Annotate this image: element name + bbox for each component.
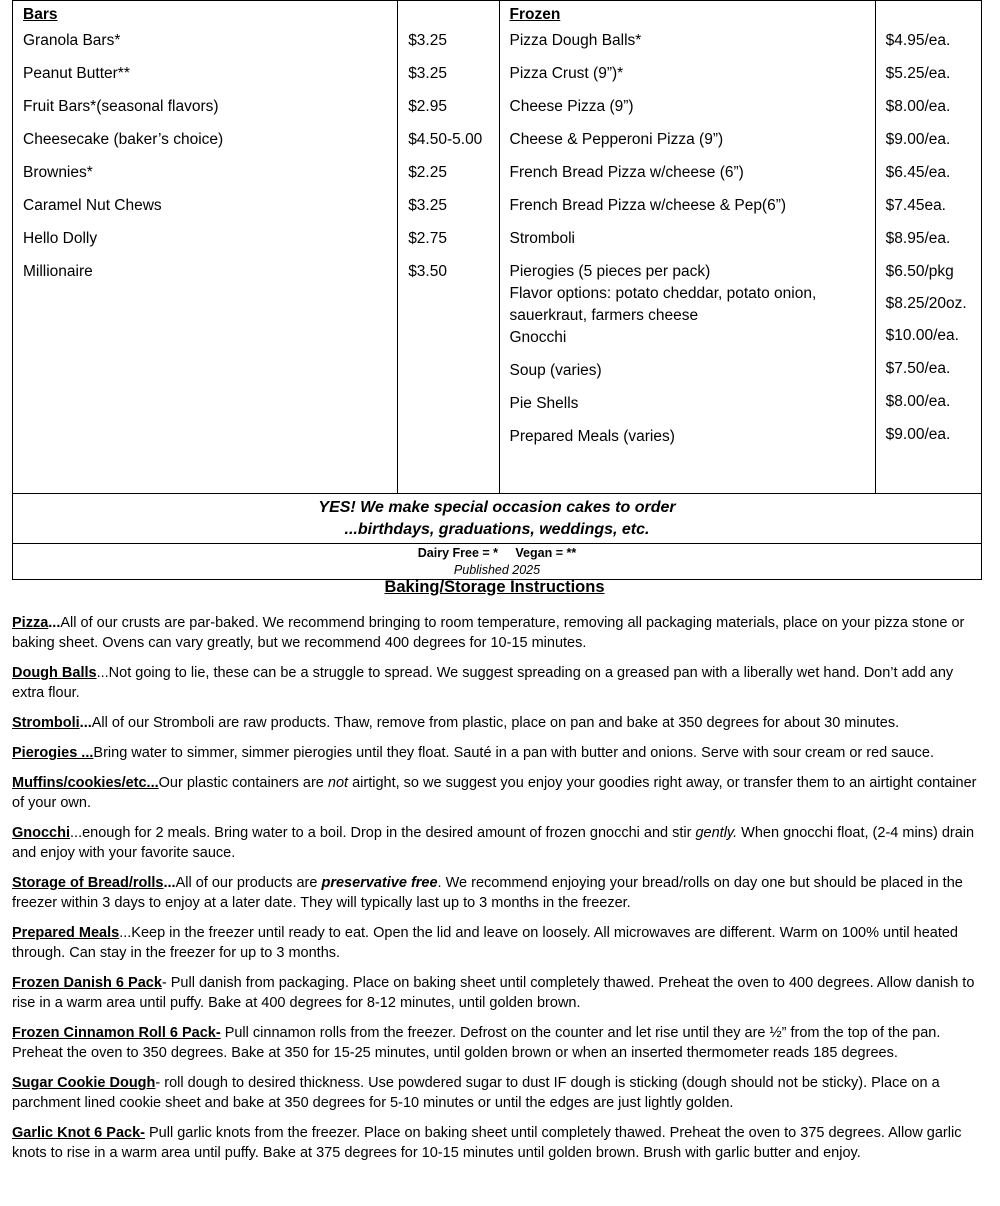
- bars-item-price: $3.25: [408, 197, 447, 214]
- frozen-item-name: Pizza Dough Balls*: [509, 32, 642, 49]
- bars-item-price: $2.75: [408, 230, 447, 247]
- instruction-storage: Storage of Bread/rolls...All of our products are preservative free. We recommend enjoying your bread/rolls on day one but should be placed in the freezer within 3 days to enjoy at a later date. They will typically last up to 3 months in the freezer.: [12, 875, 963, 911]
- frozen-item-price: $10.00/ea.: [885, 327, 959, 344]
- frozen-item-name: Soup (varies): [509, 362, 602, 379]
- bars-item-price: $2.95: [408, 98, 447, 115]
- instruction-sugar-cookie: Sugar Cookie Dough- roll dough to desired thickness. Use powdered sugar to dust IF dough is sticking (dough should not be sticky). Place on a parchment lined cookie sheet and bake at 350 degrees for 5-10 minutes or until the edges are just lightly golden.: [12, 1075, 940, 1111]
- frozen-names-column: [499, 1, 875, 494]
- instructions-section: [12, 575, 977, 1173]
- bars-item-name: Peanut Butter**: [23, 65, 130, 82]
- bars-prices-column: [398, 1, 499, 494]
- frozen-item-name: Cheese Pizza (9”): [509, 98, 634, 115]
- frozen-item-name: French Bread Pizza w/cheese (6”): [509, 164, 744, 181]
- frozen-item-price: $8.00/ea.: [885, 393, 951, 410]
- instruction-garlic-knot: Garlic Knot 6 Pack- Pull garlic knots from the freezer. Place on baking sheet until completely thawed. Preheat the oven to 375 degrees. Allow garlic knots to rise in a warm area until puffy. Bake at 375 degrees for 10-15 minutes until golden brown. Brush with garlic butter and enjoy.: [12, 1125, 962, 1161]
- bars-item-name: Fruit Bars*(seasonal flavors): [23, 98, 219, 115]
- instruction-pizza: Pizza...All of our crusts are par-baked. We recommend bringing to room temperature, removing all packaging materials, place on your pizza stone or baking sheet. Ovens can vary greatly, but we recommend 400 degrees for 10-15 minutes.: [12, 615, 965, 651]
- bars-item-price: $3.25: [408, 65, 447, 82]
- frozen-item-name: Pie Shells: [509, 395, 579, 412]
- frozen-item-name: Gnocchi: [509, 329, 567, 346]
- instruction-muffins: Muffins/cookies/etc...Our plastic containers are not airtight, so we suggest you enjoy your goodies right away, or transfer them to an airtight container of your own.: [12, 775, 977, 811]
- frozen-item-price: $9.00/ea.: [885, 131, 951, 148]
- bars-item-price: $3.25: [408, 32, 447, 49]
- instruction-danish: Frozen Danish 6 Pack- Pull danish from packaging. Place on baking sheet until completely thawed. Preheat the oven to 400 degrees. Allow danish to rise in a warm area until puffy. Bake at 400 degrees for 8-12 minutes, until golden brown.: [12, 975, 975, 1011]
- legend-vegan: Vegan = **: [515, 546, 577, 560]
- instruction-dough-balls: Dough Balls...Not going to lie, these can be a struggle to spread. We suggest spreading on a greased pan with a liberally wet hand. Don’t add any extra flour.: [12, 665, 954, 701]
- instruction-pierogies: Pierogies ...Bring water to simmer, simmer pierogies until they float. Sauté in a pan with butter and onions. Serve with sour cream or red sauce.: [12, 745, 934, 761]
- instruction-prepared-meals: Prepared Meals...Keep in the freezer until ready to eat. Open the lid and leave on loosely. All microwaves are different. Warm on 100% until heated through. Can stay in the freezer for up to 3 months.: [12, 925, 958, 961]
- instruction-gnocchi: Gnocchi...enough for 2 meals. Bring water to a boil. Drop in the desired amount of frozen gnocchi and stir gently. When gnocchi float, (2-4 mins) drain and enjoy with your favorite sauce.: [12, 825, 975, 861]
- frozen-item-price: $7.50/ea.: [885, 360, 951, 377]
- frozen-item-price: $7.45ea.: [885, 197, 946, 214]
- frozen-header: Frozen: [509, 6, 561, 23]
- bars-item-name: Caramel Nut Chews: [23, 197, 162, 214]
- frozen-item-price: $6.50/pkg: [885, 263, 954, 280]
- frozen-prices-column: [875, 1, 981, 494]
- published-date: Published 2025: [453, 563, 541, 577]
- bars-item-name: Millionaire: [23, 263, 93, 280]
- bars-item-name: Granola Bars*: [23, 32, 121, 49]
- instructions-title: Baking/Storage Instructions: [384, 578, 605, 596]
- bars-names-column: [13, 1, 398, 494]
- frozen-item-name: Pizza Crust (9”)*: [509, 65, 624, 82]
- frozen-item-price: $8.00/ea.: [885, 98, 951, 115]
- frozen-item-price: $8.95/ea.: [885, 230, 951, 247]
- special-cakes-note: [13, 494, 982, 544]
- frozen-item-name: sauerkraut, farmers cheese: [509, 307, 699, 324]
- bars-item-name: Cheesecake (baker’s choice): [23, 131, 224, 148]
- frozen-item-name: Flavor options: potato cheddar, potato onion,: [509, 285, 817, 302]
- bars-item-price: $2.25: [408, 164, 447, 181]
- bars-item-price: $4.50-5.00: [408, 131, 483, 148]
- frozen-item-name: Cheese & Pepperoni Pizza (9”): [509, 131, 724, 148]
- frozen-item-name: Stromboli: [509, 230, 575, 247]
- instruction-cinnamon-roll: Frozen Cinnamon Roll 6 Pack- Pull cinnamon rolls from the freezer. Defrost on the counter and let rise until they are ½” from the top of the pan. Preheat the oven to 350 degrees. Bake at 350 for 15-25 minutes, until golden brown or when an inserted thermometer reads 185 degrees.: [12, 1025, 941, 1061]
- special-note-line2: ...birthdays, graduations, weddings, etc.: [344, 521, 650, 538]
- frozen-item-price: $5.25/ea.: [885, 65, 951, 82]
- frozen-item-name: Prepared Meals (varies): [509, 428, 675, 445]
- bars-item-price: $3.50: [408, 263, 447, 280]
- frozen-item-price: $4.95/ea.: [885, 32, 951, 49]
- frozen-item-price: $9.00/ea.: [885, 426, 951, 443]
- bars-header: Bars: [23, 6, 58, 23]
- bars-item-name: Hello Dolly: [23, 230, 98, 247]
- legend-dairy-free: Dairy Free = *: [417, 546, 499, 560]
- frozen-item-price: $6.45/ea.: [885, 164, 951, 181]
- bars-item-name: Brownies*: [23, 164, 93, 181]
- menu-table: [12, 0, 982, 580]
- frozen-item-price: $8.25/20oz.: [885, 295, 967, 312]
- special-note-line1: YES! We make special occasion cakes to order: [318, 499, 676, 516]
- instruction-stromboli: Stromboli...All of our Stromboli are raw products. Thaw, remove from plastic, place on pan and bake at 350 degrees for about 30 minutes.: [12, 715, 900, 731]
- frozen-item-name: Pierogies (5 pieces per pack): [509, 263, 711, 280]
- frozen-item-name: French Bread Pizza w/cheese & Pep(6”): [509, 197, 787, 214]
